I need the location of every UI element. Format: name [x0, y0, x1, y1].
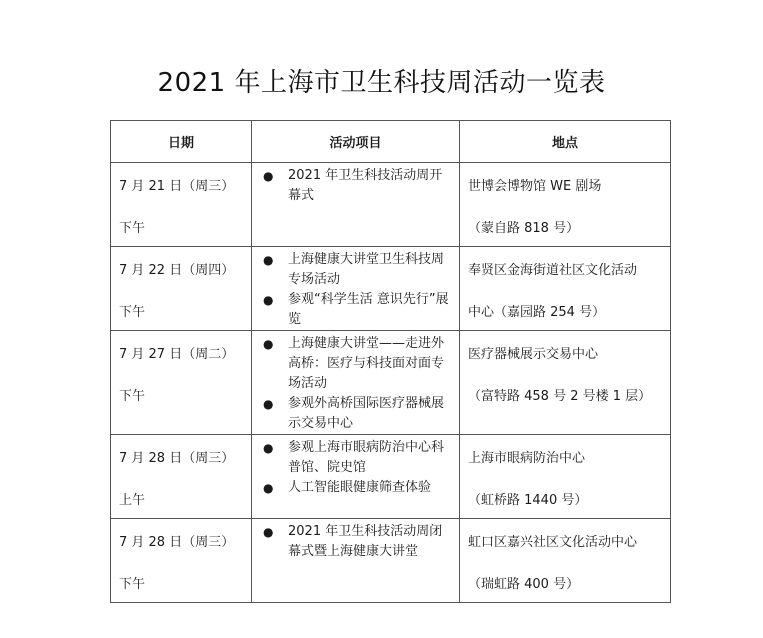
list-item: [260, 250, 453, 290]
activity-cell: [252, 163, 460, 247]
bullet-icon: ●: [263, 337, 274, 351]
activity-cell: [252, 435, 460, 519]
date-text: 7 月 28 日（周三）: [119, 535, 235, 550]
activity-text: 2021 年卫生科技活动周闭幕式暨上海健康大讲堂: [288, 524, 443, 559]
header-location: 地点: [460, 121, 671, 163]
location-cell: [460, 435, 671, 519]
list-item: [260, 438, 453, 478]
activity-cell: [252, 331, 460, 435]
activity-text: 人工智能眼健康筛查体验: [288, 480, 432, 495]
page-title: 2021 年上海市卫生科技周活动一览表: [157, 68, 606, 98]
time-text: 上午: [119, 493, 146, 508]
table-row: [111, 435, 671, 519]
list-item: [260, 290, 453, 330]
date-text: 7 月 28 日（周三）: [119, 451, 235, 466]
bullet-icon: ●: [263, 169, 274, 183]
address-text: （蒙自路 818 号）: [468, 221, 580, 236]
location-text: 医疗器械展示交易中心: [468, 347, 599, 362]
activity-text: 参观“科学生活 意识先行”展览: [288, 292, 449, 327]
time-text: 下午: [119, 577, 146, 592]
location-cell: [460, 247, 671, 331]
bullet-icon: ●: [263, 441, 274, 455]
address-text: （虹桥路 1440 号）: [468, 493, 588, 508]
bullet-icon: ●: [263, 525, 274, 539]
time-text: 下午: [119, 221, 146, 236]
activity-text: 参观上海市眼病防治中心科普馆、院史馆: [288, 440, 445, 475]
header-activity: 活动项目: [252, 121, 460, 163]
list-item: [260, 522, 453, 562]
list-item: [260, 334, 453, 394]
list-item: [260, 478, 453, 498]
address-text: （瑞虹路 400 号）: [468, 577, 580, 592]
date-text: 7 月 22 日（周四）: [119, 263, 235, 278]
header-date: 日期: [111, 121, 252, 163]
table-row: [111, 247, 671, 331]
bullet-icon: ●: [263, 481, 274, 495]
activity-cell: [252, 519, 460, 603]
time-text: 下午: [119, 305, 146, 320]
location-cell: [460, 163, 671, 247]
date-cell: [111, 435, 252, 519]
activity-text: 上海健康大讲堂——走进外高桥：医疗与科技面对面专场活动: [288, 336, 445, 391]
time-text: 下午: [119, 389, 146, 404]
table-row: [111, 519, 671, 603]
activity-text: 上海健康大讲堂卫生科技周专场活动: [288, 252, 445, 287]
list-item: [260, 166, 453, 206]
activity-text: 2021 年卫生科技活动周开幕式: [288, 168, 443, 203]
activity-table: [110, 120, 671, 603]
location-cell: [460, 331, 671, 435]
location-text: 世博会博物馆 WE 剧场: [468, 179, 602, 194]
table-row: [111, 331, 671, 435]
date-text: 7 月 21 日（周三）: [119, 179, 235, 194]
date-cell: [111, 331, 252, 435]
date-cell: [111, 247, 252, 331]
address-text: （富特路 458 号 2 号楼 1 层）: [468, 389, 652, 404]
location-text: 奉贤区金海街道社区文化活动: [468, 263, 638, 278]
location-text: 上海市眼病防治中心: [468, 451, 586, 466]
table-header-row: [111, 121, 671, 163]
location-text: 虹口区嘉兴社区文化活动中心: [468, 535, 638, 550]
bullet-icon: ●: [263, 397, 274, 411]
location-cell: [460, 519, 671, 603]
bullet-icon: ●: [263, 293, 274, 307]
list-item: [260, 394, 453, 434]
activity-cell: [252, 247, 460, 331]
date-text: 7 月 27 日（周二）: [119, 347, 235, 362]
address-text: 中心（嘉园路 254 号）: [468, 305, 606, 320]
activity-text: 参观外高桥国际医疗器械展示交易中心: [288, 396, 445, 431]
date-cell: [111, 519, 252, 603]
bullet-icon: ●: [263, 253, 274, 267]
table-row: [111, 163, 671, 247]
date-cell: [111, 163, 252, 247]
